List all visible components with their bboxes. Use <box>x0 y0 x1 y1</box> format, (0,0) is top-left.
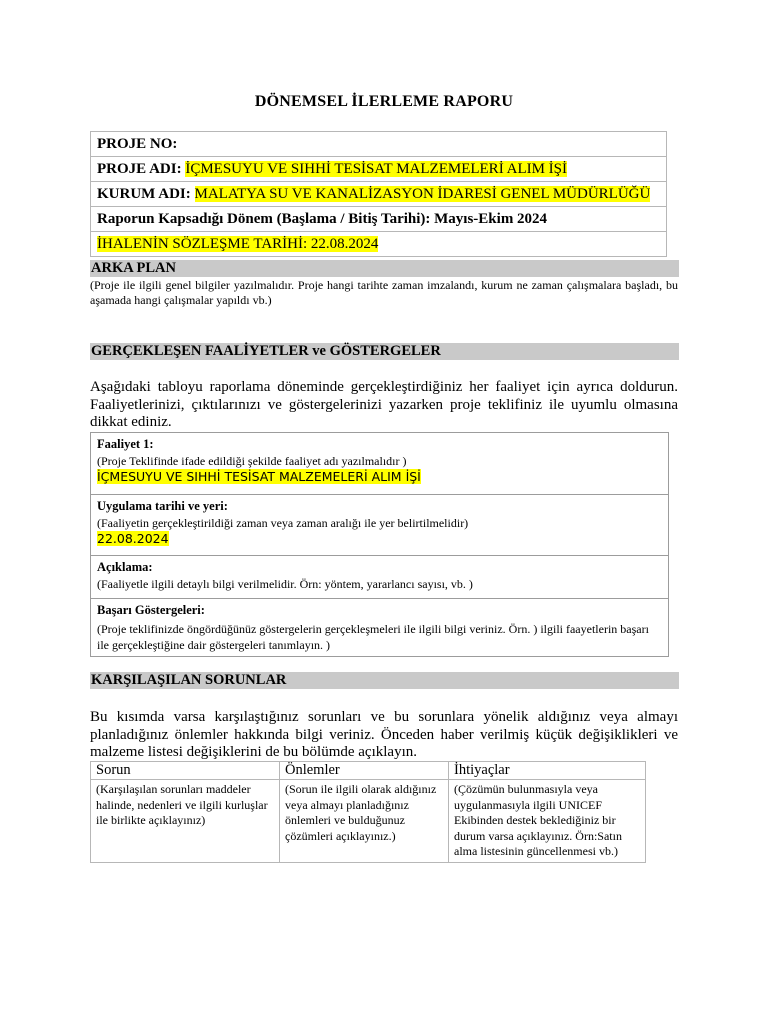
project-name-value: İÇMESUYU VE SIHHİ TESİSAT MALZEMELERİ ALIM İŞİ <box>185 161 568 177</box>
activities-intro: Aşağıdaki tabloyu raporlama döneminde gerçekleştirdiğiniz her faaliyet için ayrıca doldurun. Faaliyetlerinizi, çıktılarınızı ve göstergelerinizi yazarken proje teklifiniz ile uyumlu olmasına dikkat ediniz. <box>90 379 678 430</box>
header-measures: Önlemler <box>280 762 449 780</box>
date-desc: (Faaliyetin gerçekleştirildiği zaman veya zaman aralığı ile yer belirtilmelidir) <box>97 516 469 530</box>
problems-header-row <box>91 762 646 780</box>
period-row <box>91 207 667 232</box>
project-name-row <box>91 157 667 182</box>
activity-table <box>90 432 669 657</box>
success-desc: (Proje teklifinizde öngördüğünüz göstergelerin gerçekleşmeleri ile ilgili bilgi veriniz. Örn. ) ilgili faayetlerin başarı ile gerçekleştiğine dair göstergeleri tanımlayın. ) <box>97 622 649 652</box>
problems-heading: KARŞILAŞILAN SORUNLAR <box>90 672 679 689</box>
report-title: DÖNEMSEL İLERLEME RAPORU <box>254 93 514 110</box>
explain-desc: (Faaliyetle ilgili detaylı bilgi verilmelidir. Örn: yöntem, yararlancı sayısı, vb. ) <box>97 577 473 591</box>
header-problem: Sorun <box>91 762 280 780</box>
report-period: Raporun Kapsadığı Dönem (Başlama / Bitiş Tarihi): Mayıs-Ekim 2024 <box>91 207 667 232</box>
background-heading: ARKA PLAN <box>90 260 679 277</box>
institution-label: KURUM ADI: <box>97 186 191 202</box>
activity-row <box>91 433 669 495</box>
problems-content-row <box>91 780 646 863</box>
explain-row <box>91 556 669 599</box>
project-no-label: PROJE NO: <box>91 132 667 157</box>
activity-label: Faaliyet 1: <box>97 437 154 451</box>
activity-value: İÇMESUYU VE SIHHİ TESİSAT MALZEMELERİ ALIM İŞİ <box>97 469 421 484</box>
project-name-label: PROJE ADI: <box>97 161 182 177</box>
needs-cell: (Çözümün bulunmasıyla veya uygulanmasıyla ilgili UNICEF Ekibinden destek beklediğiniz bir durum varsa açıklayınız. Örn:Satın alma listesinin güncellenmesi vb.) <box>449 780 646 863</box>
success-row <box>91 599 669 657</box>
project-info-table <box>90 131 667 257</box>
measures-cell: (Sorun ile ilgili olarak aldığınız veya almayı planladığınız önlemleri ve bulduğunuz çözümleri açıklayınız.) <box>280 780 449 863</box>
activities-heading: GERÇEKLEŞEN FAALİYETLER ve GÖSTERGELER <box>90 343 679 360</box>
explain-label: Açıklama: <box>97 560 153 574</box>
problems-intro: Bu kısımda varsa karşılaştığınız sorunları ve bu sorunlara yönelik aldığınız veya almayı planladığınız önlemler hakkında bilgi veriniz. Önceden haber verilmiş küçük değişiklikleri ve malzeme listesi değişiklerini de bu bölümde açıklayın. <box>90 709 678 760</box>
date-row <box>91 495 669 556</box>
problems-table <box>90 761 646 863</box>
contract-date: İHALENİN SÖZLEŞME TARİHİ: 22.08.2024 <box>97 236 379 252</box>
contract-date-row <box>91 232 667 257</box>
background-note: (Proje ile ilgili genel bilgiler yazılmalıdır. Proje hangi tarihte zaman imzalandı, kurum ne zaman çalışmalara başladı, bu aşamada hangi çalışmalar yapıldı vb.) <box>90 278 678 307</box>
activity-desc: (Proje Teklifinde ifade edildiği şekilde faaliyet adı yazılmalıdır ) <box>97 454 407 468</box>
problem-cell: (Karşılaşılan sorunları maddeler halinde, nedenleri ve ilgili kurluşlar ile birlikte açıklayınız) <box>91 780 280 863</box>
header-needs: İhtiyaçlar <box>449 762 646 780</box>
institution-value: MALATYA SU VE KANALİZASYON İDARESİ GENEL MÜDÜRLÜĞÜ <box>194 186 651 202</box>
project-no-row <box>91 132 667 157</box>
date-value: 22.08.2024 <box>97 531 169 546</box>
date-label: Uygulama tarihi ve yeri: <box>97 499 228 513</box>
institution-row <box>91 182 667 207</box>
success-label: Başarı Göstergeleri: <box>97 603 205 617</box>
